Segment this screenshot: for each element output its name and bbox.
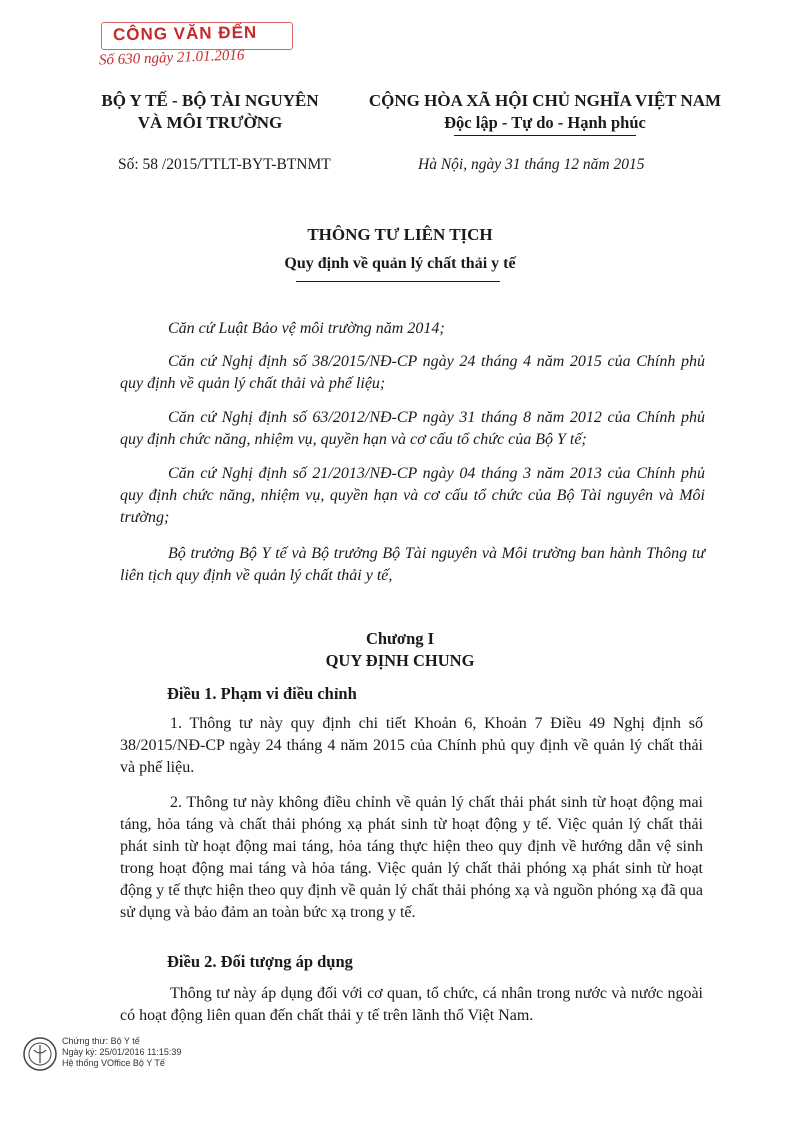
- document-type: THÔNG TƯ LIÊN TỊCH: [307, 225, 493, 244]
- document-subject: Quy định về quản lý chất thải y tế: [284, 255, 516, 272]
- digital-seal-icon: [22, 1036, 58, 1072]
- national-motto: Độc lập - Tự do - Hạnh phúc: [444, 113, 646, 132]
- motto-underline: [454, 135, 636, 136]
- signature-certificate: Chứng thư: Bộ Y tế: [62, 1036, 140, 1046]
- stamp-number-date: Số 630 ngày 21.01.2016: [98, 47, 245, 69]
- place-and-date: Hà Nội, ngày 31 tháng 12 năm 2015: [418, 156, 645, 173]
- legal-basis-2: Căn cứ Nghị định số 38/2015/NĐ-CP ngày 24 tháng 4 năm 2015 của Chính phủ quy định về quản lý chất thải và phế liệu;: [120, 353, 705, 392]
- national-heading: [360, 90, 730, 136]
- subject-underline: [296, 281, 500, 282]
- agency-line-1: BỘ Y TẾ - BỘ TÀI NGUYÊN: [101, 91, 319, 110]
- issuance-statement: Bộ trưởng Bộ Y tế và Bộ trưởng Bộ Tài nguyên và Môi trường ban hành Thông tư liên tịch quy định về quản lý chất thải y tế,: [120, 545, 705, 584]
- digital-signature-info: [62, 1036, 181, 1069]
- legal-basis-1: Căn cứ Luật Bảo vệ môi trường năm 2014;: [168, 320, 445, 337]
- article-2-heading: Điều 2. Đối tượng áp dụng: [167, 952, 353, 971]
- nation-name: CỘNG HÒA XÃ HỘI CHỦ NGHĨA VIỆT NAM: [368, 91, 722, 110]
- incoming-document-stamp: [95, 22, 300, 80]
- signature-date: Ngày ký: 25/01/2016 11:15:39: [62, 1047, 182, 1057]
- legal-basis-3: Căn cứ Nghị định số 63/2012/NĐ-CP ngày 31 tháng 8 năm 2012 của Chính phủ quy định chức năng, nhiệm vụ, quyền hạn và cơ cấu tổ chức của Bộ Y tế;: [120, 409, 705, 448]
- article-1-paragraph-2: 2. Thông tư này không điều chỉnh về quản lý chất thải phát sinh từ hoạt động mai táng, hỏa táng và chất thải phóng xạ phát sinh từ hoạt động y tế. Việc quản lý chất thải phát sinh từ hoạt động mai táng, hỏa táng thực hiện theo quy định về hướng dẫn vệ sinh trong hoạt động mai táng và hỏa táng. Việc quản lý chất thải phóng xạ phát sinh từ hoạt động y tế thực hiện theo quy định về quản lý chất thải phóng xạ và nguồn phóng xạ đã qua sử dụng và bảo đảm an toàn bức xạ trong y tế.: [120, 794, 703, 921]
- issuing-agency: [100, 90, 320, 134]
- agency-line-2: VÀ MÔI TRƯỜNG: [137, 113, 283, 132]
- article-1-heading: Điều 1. Phạm vi điều chỉnh: [167, 684, 357, 703]
- stamp-title: CÔNG VĂN ĐẾN: [112, 22, 258, 45]
- signature-system: Hệ thống VOffice Bộ Y Tế: [62, 1058, 165, 1068]
- article-2-paragraph-1: Thông tư này áp dụng đối với cơ quan, tổ chức, cá nhân trong nước và nước ngoài có hoạt động liên quan đến chất thải y tế trên lãnh thổ Việt Nam.: [120, 985, 703, 1024]
- chapter-name: QUY ĐỊNH CHUNG: [325, 651, 475, 670]
- legal-basis-4: Căn cứ Nghị định số 21/2013/NĐ-CP ngày 04 tháng 3 năm 2013 của Chính phủ quy định chức năng, nhiệm vụ, quyền hạn và cơ cấu tổ chức của Bộ Tài nguyên và Môi trường;: [120, 465, 705, 526]
- article-1-paragraph-1: 1. Thông tư này quy định chi tiết Khoản 6, Khoản 7 Điều 49 Nghị định số 38/2015/NĐ-CP ngày 24 tháng 4 năm 2015 của Chính phủ quy định về quản lý chất thải và phế liệu.: [120, 715, 703, 776]
- chapter-number: Chương I: [365, 629, 435, 648]
- document-number: Số: 58 /2015/TTLT-BYT-BTNMT: [118, 156, 331, 173]
